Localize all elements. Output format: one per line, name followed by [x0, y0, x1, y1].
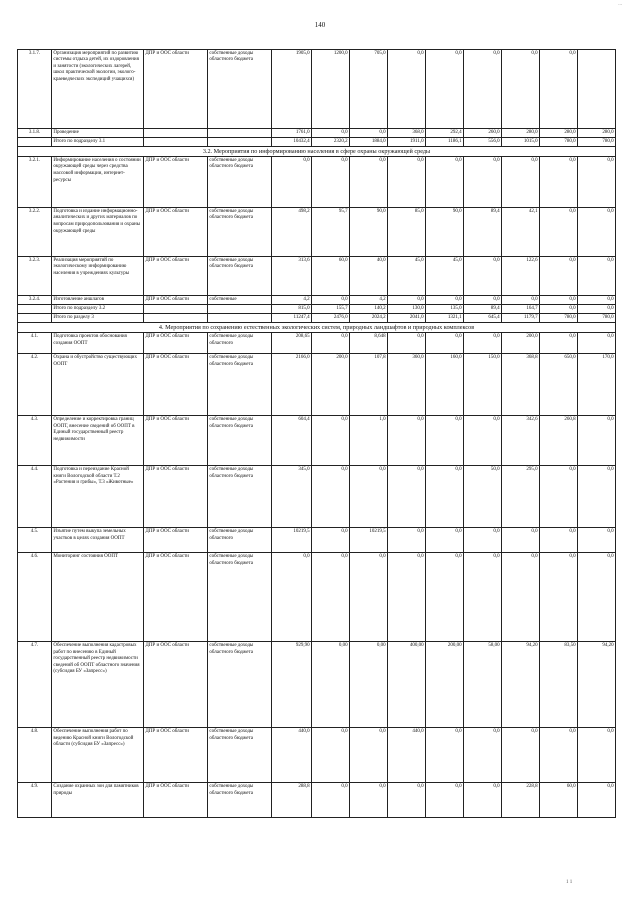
- row-executor: ДПР и ООС области: [144, 416, 208, 466]
- table-row: [18, 314, 616, 323]
- row-value: 0,0: [426, 296, 464, 305]
- row-value: 0,0: [388, 416, 426, 466]
- row-value: 0,0: [578, 208, 616, 257]
- row-value: 4,2: [272, 296, 312, 305]
- row-value: 0,0: [388, 296, 426, 305]
- row-value: 95,7: [312, 208, 350, 257]
- row-value: 0,0: [312, 157, 350, 208]
- row-value: 0,0: [578, 553, 616, 642]
- row-value: 929,90: [272, 642, 312, 728]
- row-value: 1761,0: [272, 129, 312, 138]
- row-value: 0,0: [464, 50, 502, 129]
- row-value: 0,0: [540, 296, 578, 305]
- row-value: 0,0: [350, 783, 388, 818]
- row-value: 85,0: [388, 208, 426, 257]
- row-value: 0,0: [502, 50, 540, 129]
- row-executor: ДПР и ООС области: [144, 728, 208, 783]
- row-value: 260,8: [540, 416, 578, 466]
- row-value: 1186,1: [426, 138, 464, 147]
- row-value: 228,8: [502, 783, 540, 818]
- row-value: 650,0: [540, 354, 578, 416]
- row-funding-source: [208, 138, 272, 147]
- row-value: 780,0: [578, 314, 616, 323]
- row-value: 2166,0: [272, 354, 312, 416]
- footer-mark: 1 1: [566, 880, 573, 885]
- table-row: [18, 208, 616, 257]
- row-code: [18, 305, 52, 314]
- row-value: 0,0: [426, 783, 464, 818]
- row-value: [578, 50, 616, 129]
- row-value: 288,8: [272, 783, 312, 818]
- row-value: 58,00: [464, 642, 502, 728]
- row-name: Определение и корректировка границ ООПТ, внесение сведений об ООПТ в Единый государственный реестр недвижимости: [52, 416, 144, 466]
- row-value: 0,0: [464, 416, 502, 466]
- row-name: Итого по подразделу 3.1: [52, 138, 144, 147]
- row-value: 0,0: [312, 416, 350, 466]
- table-row: [18, 138, 616, 147]
- row-value: 0,0: [426, 728, 464, 783]
- row-value: 313,6: [272, 257, 312, 296]
- row-code: 3.2.1.: [18, 157, 52, 208]
- row-value: 0,0: [272, 157, 312, 208]
- row-value: 0,0: [540, 157, 578, 208]
- row-value: 164,7: [502, 305, 540, 314]
- row-value: 45,0: [388, 257, 426, 296]
- row-value: 0,0: [540, 208, 578, 257]
- row-value: 0,0: [312, 783, 350, 818]
- row-value: 8,648: [350, 333, 388, 354]
- row-value: 83,50: [540, 642, 578, 728]
- row-value: 280,0: [502, 129, 540, 138]
- row-value: 815,0: [272, 305, 312, 314]
- row-executor: [144, 314, 208, 323]
- table-row: [18, 553, 616, 642]
- row-value: 1179,7: [502, 314, 540, 323]
- row-value: 0,0: [464, 728, 502, 783]
- table-row: [18, 354, 616, 416]
- row-value: 705,0: [350, 50, 388, 129]
- row-funding-source: собственные доходы областного бюджета: [208, 50, 272, 129]
- row-value: 89,4: [464, 208, 502, 257]
- row-funding-source: собственные доходы областного бюджета: [208, 466, 272, 528]
- row-name: Изготовление аншлагов: [52, 296, 144, 305]
- row-value: 0,0: [578, 157, 616, 208]
- row-funding-source: собственные доходы областного бюджета: [208, 642, 272, 728]
- row-code: 4.8.: [18, 728, 52, 783]
- row-value: 0,0: [540, 553, 578, 642]
- row-funding-source: собственные: [208, 296, 272, 305]
- section-heading: 4. Мероприятия по сохранению естественных экологических систем, природных ландшафтов и природных комплексов: [18, 323, 616, 333]
- row-value: 0,0: [464, 553, 502, 642]
- row-value: 292,4: [426, 129, 464, 138]
- row-funding-source: собственные доходы областного бюджета: [208, 354, 272, 416]
- row-value: 90,0: [426, 208, 464, 257]
- row-value: 342,6: [502, 416, 540, 466]
- row-value: 1321,1: [426, 314, 464, 323]
- row-value: 0,0: [464, 157, 502, 208]
- row-code: 3.2.3.: [18, 257, 52, 296]
- row-value: 0,0: [426, 466, 464, 528]
- row-value: 0,0: [388, 466, 426, 528]
- page-number: 140: [314, 21, 326, 29]
- row-value: 0,0: [312, 728, 350, 783]
- row-value: 2476,0: [312, 314, 350, 323]
- row-value: 160,0: [426, 354, 464, 416]
- row-name: Информирование населения о состоянии окружающей среды через средства массовой информации, интернет-ресурсы: [52, 157, 144, 208]
- row-funding-source: собственные доходы областного бюджета: [208, 257, 272, 296]
- table-row: [18, 416, 616, 466]
- row-value: 400,00: [388, 642, 426, 728]
- row-value: 0,0: [350, 728, 388, 783]
- row-value: 0,00: [350, 642, 388, 728]
- row-value: 260,0: [464, 129, 502, 138]
- row-code: 4.1.: [18, 333, 52, 354]
- row-value: 150,0: [464, 354, 502, 416]
- row-value: 0,0: [540, 305, 578, 314]
- row-value: 0,0: [312, 528, 350, 553]
- row-value: 0,0: [312, 129, 350, 138]
- row-value: 0,0: [502, 157, 540, 208]
- row-value: 280,0: [578, 129, 616, 138]
- row-value: 2024,2: [350, 314, 388, 323]
- row-value: 0,0: [312, 333, 350, 354]
- row-value: 440,0: [388, 728, 426, 783]
- row-name: Организация мероприятий по развитию системы отдыха детей, их оздоровления и занятости (экологических лагерей, школ практической экологии, эколого-краеведческих экспедиций учащихся): [52, 50, 144, 129]
- row-value: 2041,0: [388, 314, 426, 323]
- row-name: Итого по подразделу 3.2: [52, 305, 144, 314]
- row-value: 1884,0: [350, 138, 388, 147]
- row-value: 0,0: [502, 528, 540, 553]
- row-code: 4.5.: [18, 528, 52, 553]
- row-funding-source: собственные доходы областного бюджета: [208, 157, 272, 208]
- row-funding-source: собственные доходы областного бюджета: [208, 416, 272, 466]
- row-value: 200,0: [502, 333, 540, 354]
- row-value: 0,0: [502, 296, 540, 305]
- row-funding-source: [208, 314, 272, 323]
- row-value: 107,8: [350, 354, 388, 416]
- row-value: 0,0: [272, 553, 312, 642]
- row-value: 345,0: [272, 466, 312, 528]
- table-row: [18, 50, 616, 129]
- row-name: Итого по разделу 3: [52, 314, 144, 323]
- row-value: 10219,5: [350, 528, 388, 553]
- row-value: 0,0: [464, 296, 502, 305]
- row-executor: ДПР и ООС области: [144, 257, 208, 296]
- row-value: 10432,4: [272, 138, 312, 147]
- row-funding-source: собственные доходы областного: [208, 528, 272, 553]
- row-value: 0,0: [464, 528, 502, 553]
- row-name: Обеспечение выполнения кадастровых работ по внесению в Единый государственный реестр недвижимости сведений об ООПТ областного значения (субсидия БУ «Запресс»): [52, 642, 144, 728]
- row-code: [18, 138, 52, 147]
- row-value: 130,0: [388, 305, 426, 314]
- row-value: 604,4: [272, 416, 312, 466]
- row-value: 780,0: [578, 138, 616, 147]
- row-value: 60,0: [540, 783, 578, 818]
- row-value: 645,4: [464, 314, 502, 323]
- table-row: [18, 642, 616, 728]
- row-value: 0,0: [426, 157, 464, 208]
- row-value: 0,0: [578, 466, 616, 528]
- table-row: [18, 783, 616, 818]
- row-executor: ДПР и ООС области: [144, 553, 208, 642]
- row-value: 155,7: [312, 305, 350, 314]
- row-value: 0,0: [312, 553, 350, 642]
- row-value: 368,0: [388, 129, 426, 138]
- row-executor: [144, 305, 208, 314]
- table-body: [18, 50, 616, 818]
- row-value: 0,0: [312, 466, 350, 528]
- table-row: [18, 257, 616, 296]
- row-funding-source: собственные доходы областного: [208, 333, 272, 354]
- row-executor: ДПР и ООС области: [144, 642, 208, 728]
- row-value: 0,0: [540, 333, 578, 354]
- section-heading-row: [18, 323, 616, 333]
- row-value: 1200,0: [312, 50, 350, 129]
- row-name: Изъятие путем выкупа земельных участков в целях создания ООПТ: [52, 528, 144, 553]
- row-executor: ДПР и ООС области: [144, 783, 208, 818]
- row-executor: ДПР и ООС области: [144, 528, 208, 553]
- row-code: 4.7.: [18, 642, 52, 728]
- row-value: 94,20: [502, 642, 540, 728]
- row-code: [18, 314, 52, 323]
- row-value: 0,0: [388, 50, 426, 129]
- row-value: 0,0: [426, 528, 464, 553]
- row-executor: ДПР и ООС области: [144, 157, 208, 208]
- row-funding-source: собственные доходы областного бюджета: [208, 728, 272, 783]
- row-value: 2320,2: [312, 138, 350, 147]
- table-row: [18, 728, 616, 783]
- row-value: 208,65: [272, 333, 312, 354]
- table-row: [18, 305, 616, 314]
- row-value: 90,0: [350, 208, 388, 257]
- row-value: 0,0: [388, 333, 426, 354]
- row-executor: ДПР и ООС области: [144, 296, 208, 305]
- row-name: Реализация мероприятий по экологическому информированию населения в учреждениях культуры: [52, 257, 144, 296]
- row-value: 0,0: [578, 305, 616, 314]
- row-value: 0,0: [578, 333, 616, 354]
- row-value: 0,0: [578, 728, 616, 783]
- row-value: 4,2: [350, 296, 388, 305]
- row-value: 94,20: [578, 642, 616, 728]
- row-value: 0,0: [426, 50, 464, 129]
- row-value: 0,0: [350, 129, 388, 138]
- row-value: 0,0: [388, 553, 426, 642]
- row-code: 4.3.: [18, 416, 52, 466]
- row-value: 89,4: [464, 305, 502, 314]
- row-name: Обеспечение выполнения работ по ведению Красной книги Вологодской области (субсидия БУ «Запресс»): [52, 728, 144, 783]
- row-code: 4.2.: [18, 354, 52, 416]
- row-value: 498,2: [272, 208, 312, 257]
- row-code: 4.9.: [18, 783, 52, 818]
- row-value: 0,0: [426, 553, 464, 642]
- row-value: 170,0: [578, 354, 616, 416]
- row-funding-source: собственные доходы областного бюджета: [208, 553, 272, 642]
- row-value: 200,0: [312, 354, 350, 416]
- row-value: 0,0: [426, 333, 464, 354]
- row-value: 440,0: [272, 728, 312, 783]
- row-value: 0,0: [578, 416, 616, 466]
- row-code: 4.4.: [18, 466, 52, 528]
- row-value: 0,0: [350, 157, 388, 208]
- row-value: 368,8: [502, 354, 540, 416]
- row-value: 1015,0: [502, 138, 540, 147]
- table-row: [18, 333, 616, 354]
- table-row: [18, 296, 616, 305]
- row-value: 60,0: [312, 257, 350, 296]
- row-value: 280,0: [540, 129, 578, 138]
- row-funding-source: [208, 129, 272, 138]
- row-value: 0,0: [350, 553, 388, 642]
- row-executor: [144, 138, 208, 147]
- row-value: 0,0: [540, 528, 578, 553]
- row-code: 3.1.8.: [18, 129, 52, 138]
- row-value: 556,0: [464, 138, 502, 147]
- row-code: 3.1.7.: [18, 50, 52, 129]
- row-value: 0,0: [350, 466, 388, 528]
- row-value: 42,1: [502, 208, 540, 257]
- table-row: [18, 129, 616, 138]
- row-name: Проведение: [52, 129, 144, 138]
- row-name: Создание охранных зон для памятников природы: [52, 783, 144, 818]
- row-value: 10219,5: [272, 528, 312, 553]
- row-value: 50,0: [464, 466, 502, 528]
- row-value: 40,0: [350, 257, 388, 296]
- table-row: [18, 157, 616, 208]
- row-value: 11247,4: [272, 314, 312, 323]
- row-executor: ДПР и ООС области: [144, 354, 208, 416]
- row-value: 0,0: [464, 333, 502, 354]
- row-value: 780,0: [540, 138, 578, 147]
- row-name: Охрана и обустройство существующих ООПТ: [52, 354, 144, 416]
- row-funding-source: собственные доходы областного бюджета: [208, 208, 272, 257]
- row-name: Мониторинг состояния ООПТ: [52, 553, 144, 642]
- row-code: 3.2.4.: [18, 296, 52, 305]
- row-value: 0,0: [540, 466, 578, 528]
- corner-mark: ...: [618, 2, 622, 7]
- row-executor: ДПР и ООС области: [144, 466, 208, 528]
- row-value: 295,0: [502, 466, 540, 528]
- row-name: Подготовка проектов обоснования создания ООПТ: [52, 333, 144, 354]
- row-value: 0,0: [388, 157, 426, 208]
- row-value: 0,0: [312, 296, 350, 305]
- row-value: 200,00: [426, 642, 464, 728]
- row-value: 45,0: [426, 257, 464, 296]
- row-value: 0,0: [502, 553, 540, 642]
- row-value: 1,0: [350, 416, 388, 466]
- row-value: 1911,0: [388, 138, 426, 147]
- row-value: 0,0: [502, 728, 540, 783]
- row-name: Подготовка и переиздание Красной книги Вологодской области Т.2 «Растения и грибы», Т.3 «Животные»: [52, 466, 144, 528]
- row-value: 0,0: [578, 528, 616, 553]
- row-code: 3.2.2.: [18, 208, 52, 257]
- row-value: 1905,0: [272, 50, 312, 129]
- row-executor: ДПР и ООС области: [144, 333, 208, 354]
- table-row: [18, 466, 616, 528]
- row-value: 0,0: [464, 257, 502, 296]
- row-value: 0,0: [388, 528, 426, 553]
- row-value: 0,00: [312, 642, 350, 728]
- row-code: 4.6.: [18, 553, 52, 642]
- row-executor: ДПР и ООС области: [144, 50, 208, 129]
- row-value: 122,6: [502, 257, 540, 296]
- row-value: 0,0: [426, 416, 464, 466]
- row-value: 0,0: [578, 783, 616, 818]
- row-value: 135,0: [426, 305, 464, 314]
- row-value: 0,0: [540, 257, 578, 296]
- row-value: 140,2: [350, 305, 388, 314]
- row-value: 0,0: [540, 50, 578, 129]
- row-executor: ДПР и ООС области: [144, 208, 208, 257]
- row-funding-source: [208, 305, 272, 314]
- row-executor: [144, 129, 208, 138]
- row-value: 360,0: [388, 354, 426, 416]
- section-heading: 3.2. Мероприятия по информированию населения в сфере охраны окружающей среды: [18, 147, 616, 157]
- row-value: 0,0: [540, 728, 578, 783]
- table-row: [18, 528, 616, 553]
- section-heading-row: [18, 147, 616, 157]
- row-funding-source: собственные доходы областного бюджета: [208, 783, 272, 818]
- row-value: 0,0: [578, 296, 616, 305]
- row-value: 0,0: [464, 783, 502, 818]
- row-value: 780,0: [540, 314, 578, 323]
- row-value: 0,0: [578, 257, 616, 296]
- row-value: 0,0: [388, 783, 426, 818]
- row-name: Подготовка и издание информационно-аналитических и других материалов по вопросам природопользования и охраны окружающей среды: [52, 208, 144, 257]
- budget-table: [17, 49, 616, 818]
